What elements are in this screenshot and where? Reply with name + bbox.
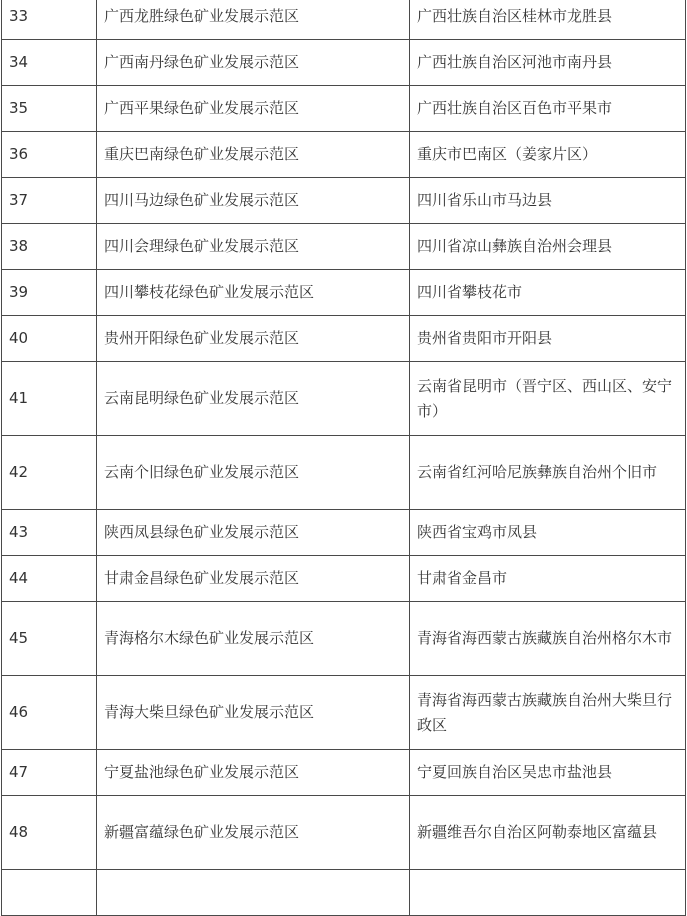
table-row (2, 40, 686, 86)
zone-location: 四川省凉山彝族自治州会理县 (410, 224, 686, 270)
row-number: 33 (2, 0, 97, 40)
table-row (2, 436, 686, 510)
zone-location: 青海省海西蒙古族藏族自治州大柴旦行政区 (410, 676, 686, 750)
row-number: 35 (2, 86, 97, 132)
zone-location: 广西壮族自治区桂林市龙胜县 (410, 0, 686, 40)
table-row (2, 132, 686, 178)
table-row (2, 676, 686, 750)
row-number: 45 (2, 602, 97, 676)
zone-name: 甘肃金昌绿色矿业发展示范区 (97, 556, 410, 602)
zone-name-empty (97, 870, 410, 916)
table-row (2, 556, 686, 602)
zone-location: 青海省海西蒙古族藏族自治州格尔木市 (410, 602, 686, 676)
row-number: 46 (2, 676, 97, 750)
table-row (2, 362, 686, 436)
zone-name: 重庆巴南绿色矿业发展示范区 (97, 132, 410, 178)
row-number: 44 (2, 556, 97, 602)
zone-name: 广西南丹绿色矿业发展示范区 (97, 40, 410, 86)
table-body (2, 0, 686, 916)
zone-name: 云南昆明绿色矿业发展示范区 (97, 362, 410, 436)
table-row (2, 270, 686, 316)
table-row-partial (2, 870, 686, 916)
zone-location: 四川省乐山市马边县 (410, 178, 686, 224)
zone-name: 青海大柴旦绿色矿业发展示范区 (97, 676, 410, 750)
row-number-empty (2, 870, 97, 916)
zone-location: 陕西省宝鸡市凤县 (410, 510, 686, 556)
zone-name: 广西龙胜绿色矿业发展示范区 (97, 0, 410, 40)
table-row (2, 602, 686, 676)
zone-name: 贵州开阳绿色矿业发展示范区 (97, 316, 410, 362)
zone-name: 四川马边绿色矿业发展示范区 (97, 178, 410, 224)
zone-location: 重庆市巴南区（姜家片区） (410, 132, 686, 178)
zone-location: 贵州省贵阳市开阳县 (410, 316, 686, 362)
zone-name: 陕西凤县绿色矿业发展示范区 (97, 510, 410, 556)
zone-name: 四川会理绿色矿业发展示范区 (97, 224, 410, 270)
row-number: 38 (2, 224, 97, 270)
zone-name: 青海格尔木绿色矿业发展示范区 (97, 602, 410, 676)
zone-location: 宁夏回族自治区吴忠市盐池县 (410, 750, 686, 796)
zone-location: 云南省昆明市（晋宁区、西山区、安宁市） (410, 362, 686, 436)
table-row (2, 178, 686, 224)
demo-zone-table (1, 0, 686, 916)
row-number: 42 (2, 436, 97, 510)
zone-location: 广西壮族自治区河池市南丹县 (410, 40, 686, 86)
row-number: 43 (2, 510, 97, 556)
table-row (2, 750, 686, 796)
table-row (2, 86, 686, 132)
row-number: 34 (2, 40, 97, 86)
row-number: 48 (2, 796, 97, 870)
zone-name: 云南个旧绿色矿业发展示范区 (97, 436, 410, 510)
row-number: 47 (2, 750, 97, 796)
zone-name: 广西平果绿色矿业发展示范区 (97, 86, 410, 132)
zone-location: 云南省红河哈尼族彝族自治州个旧市 (410, 436, 686, 510)
row-number: 39 (2, 270, 97, 316)
table-row (2, 510, 686, 556)
row-number: 36 (2, 132, 97, 178)
zone-name: 四川攀枝花绿色矿业发展示范区 (97, 270, 410, 316)
row-number: 40 (2, 316, 97, 362)
zone-location: 新疆维吾尔自治区阿勒泰地区富蕴县 (410, 796, 686, 870)
row-number: 41 (2, 362, 97, 436)
table-row (2, 796, 686, 870)
row-number: 37 (2, 178, 97, 224)
table-row (2, 316, 686, 362)
zone-location: 广西壮族自治区百色市平果市 (410, 86, 686, 132)
zone-location: 甘肃省金昌市 (410, 556, 686, 602)
table-row (2, 224, 686, 270)
zone-location-empty (410, 870, 686, 916)
zone-name: 新疆富蕴绿色矿业发展示范区 (97, 796, 410, 870)
zone-location: 四川省攀枝花市 (410, 270, 686, 316)
table-row (2, 0, 686, 40)
zone-name: 宁夏盐池绿色矿业发展示范区 (97, 750, 410, 796)
